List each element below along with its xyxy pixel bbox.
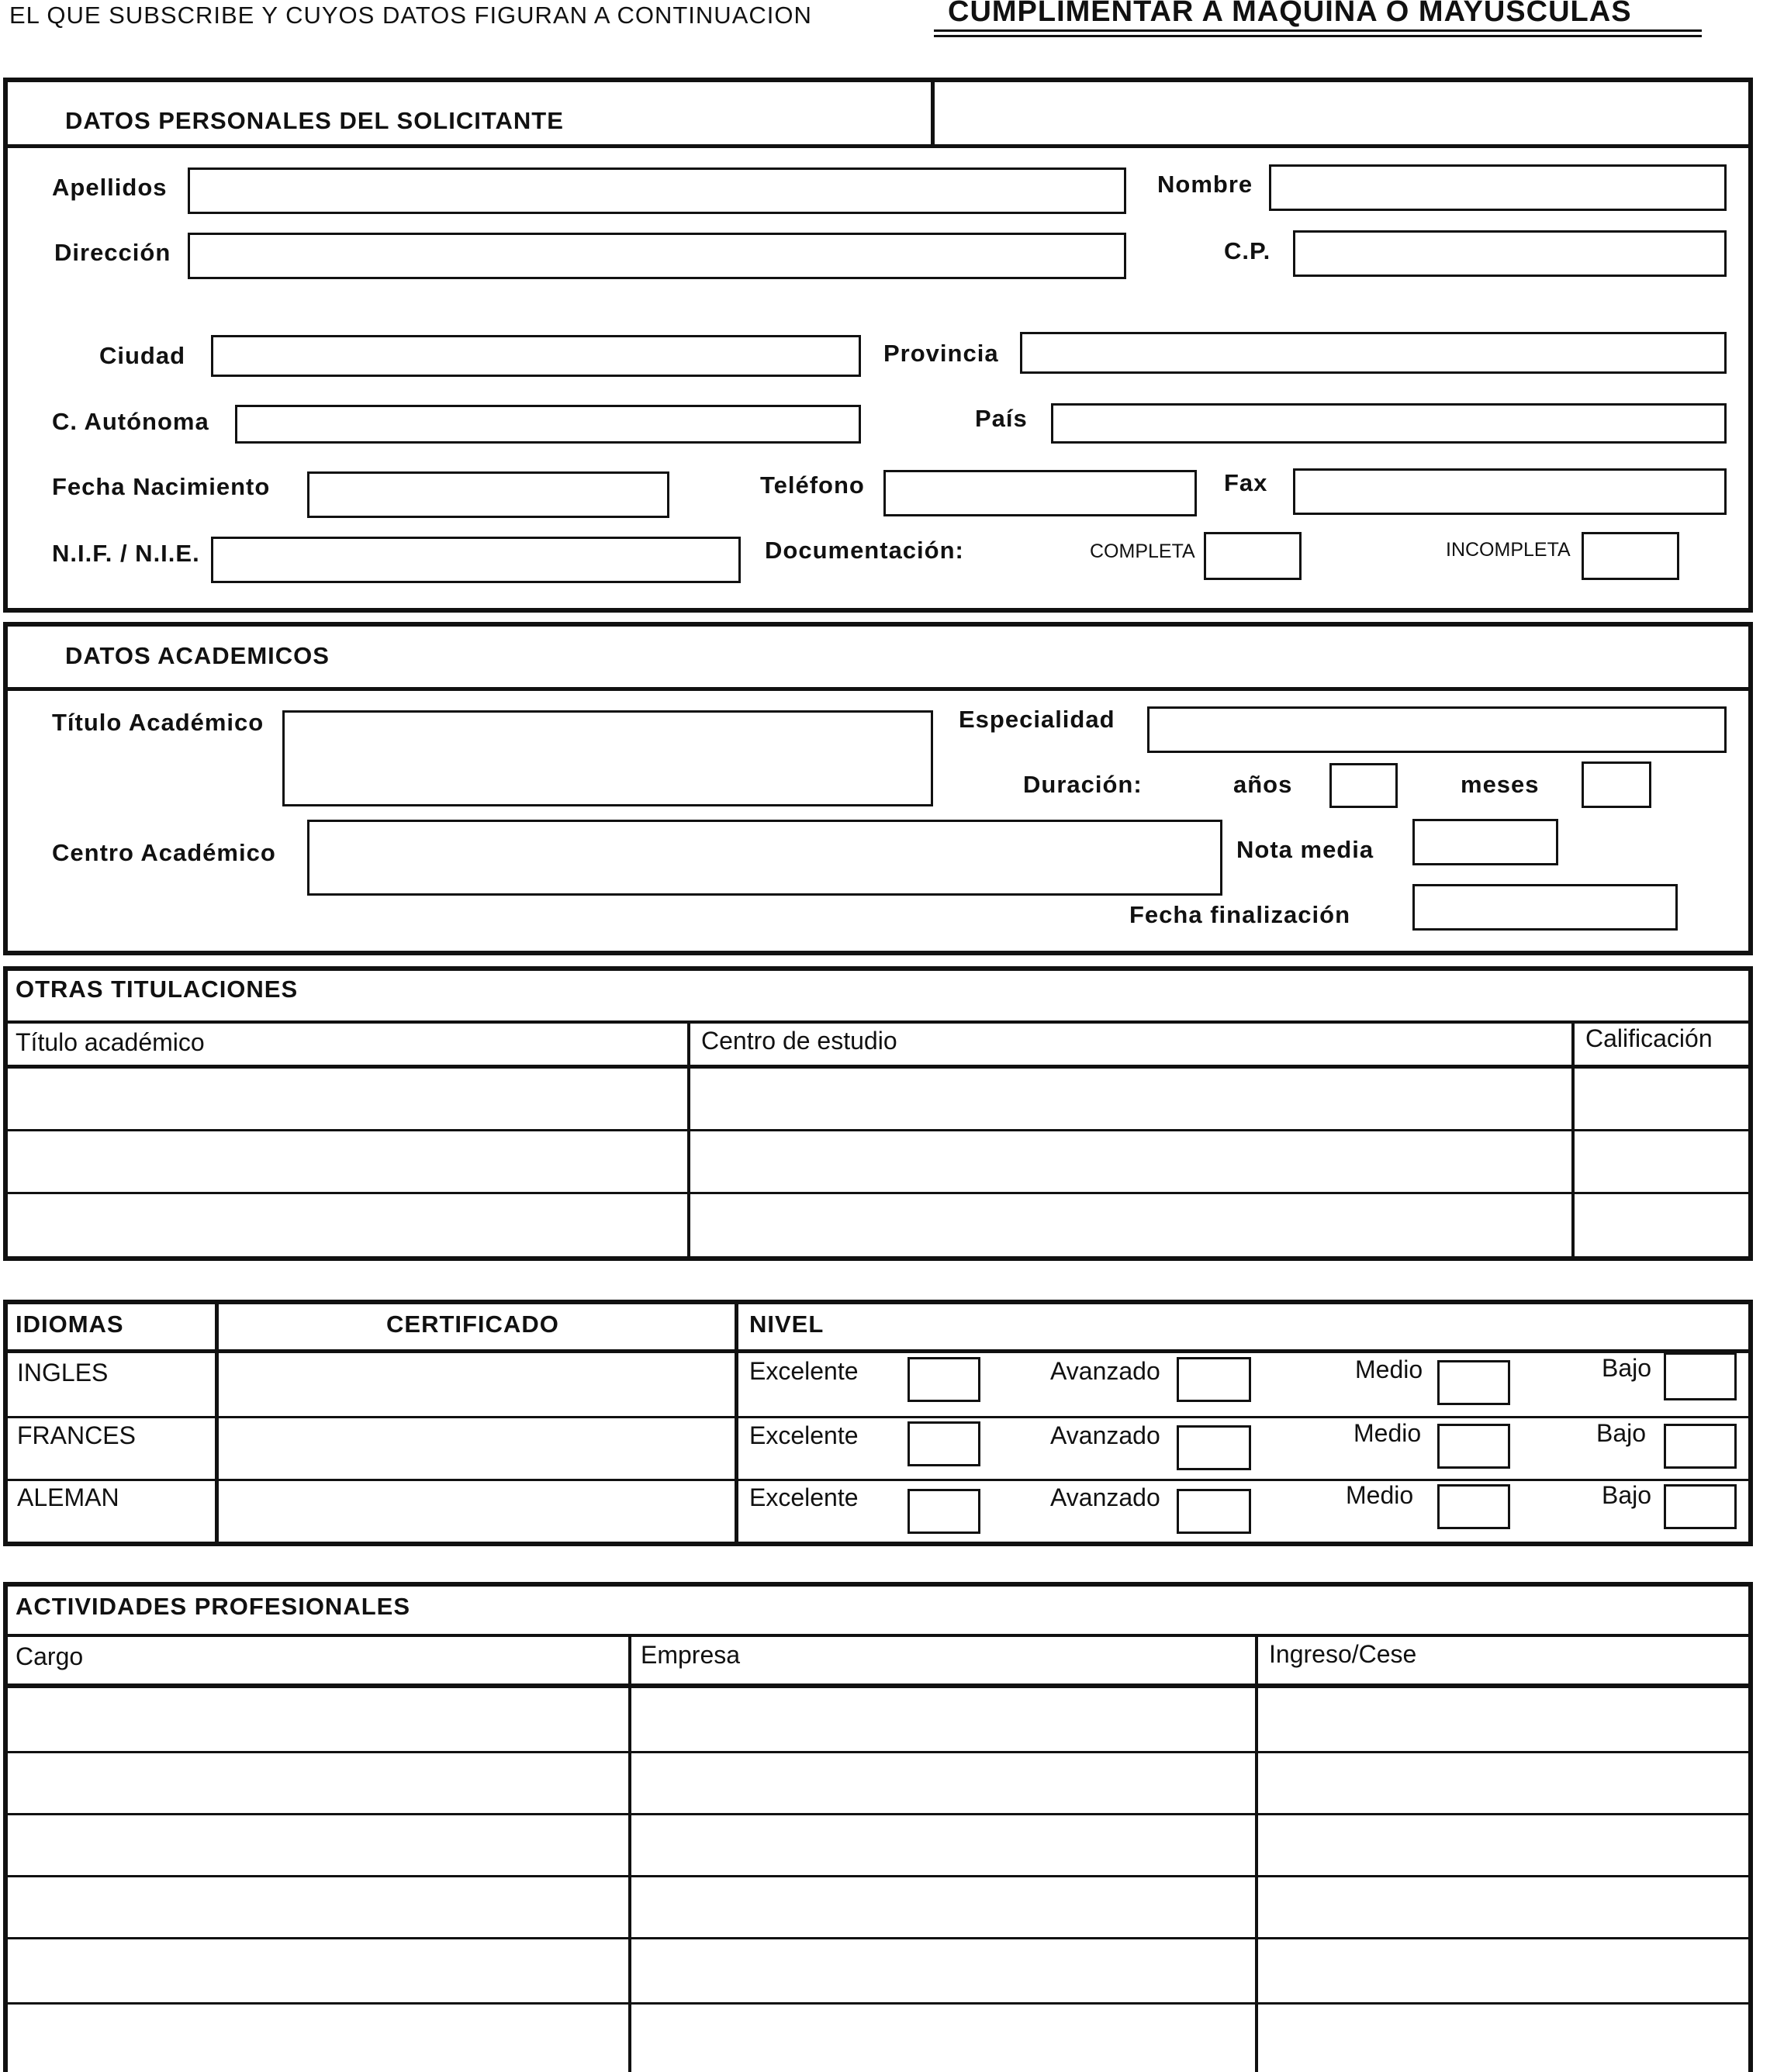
otras-col-divider-2	[1571, 1022, 1575, 1259]
personal-header-split	[931, 79, 935, 146]
actividades-row-4-empresa[interactable]	[633, 1877, 1253, 1937]
nota-field[interactable]	[1412, 819, 1558, 865]
ingles-excelente-checkbox[interactable]	[908, 1357, 980, 1402]
actividades-row-2-cargo[interactable]	[8, 1753, 627, 1813]
actividades-title-divider	[5, 1634, 1751, 1637]
fecha-fin-field[interactable]	[1412, 884, 1678, 931]
actividades-row-5-empresa[interactable]	[633, 1939, 1253, 2002]
otras-title: OTRAS TITULACIONES	[16, 976, 299, 1003]
frances-bajo-label: Bajo	[1596, 1419, 1647, 1447]
idiomas-row-divider-1	[5, 1416, 1751, 1418]
direccion-field[interactable]	[188, 233, 1126, 279]
actividades-row-6-cargo[interactable]	[8, 2005, 627, 2072]
otras-col-centro: Centro de estudio	[701, 1027, 897, 1055]
frances-excelente-checkbox[interactable]	[908, 1421, 980, 1466]
otras-row-3-titulo[interactable]	[8, 1194, 686, 1256]
frances-avanzado-checkbox[interactable]	[1177, 1425, 1251, 1470]
autonoma-label: C. Autónoma	[52, 408, 209, 435]
nombre-label: Nombre	[1157, 171, 1253, 198]
otras-row-1-titulo[interactable]	[8, 1069, 686, 1129]
idiomas-col-nivel: NIVEL	[749, 1311, 825, 1338]
fecha-nacimiento-field[interactable]	[307, 471, 669, 518]
actividades-row-2-ingreso[interactable]	[1260, 1753, 1748, 1813]
aleman-medio-checkbox[interactable]	[1437, 1484, 1510, 1529]
aleman-excelente-label: Excelente	[749, 1483, 859, 1511]
frances-excelente-label: Excelente	[749, 1421, 859, 1449]
nota-label: Nota media	[1236, 836, 1374, 863]
nombre-field[interactable]	[1269, 164, 1727, 211]
centro-field[interactable]	[307, 820, 1222, 896]
especialidad-field[interactable]	[1147, 706, 1727, 753]
frances-medio-label: Medio	[1353, 1419, 1422, 1447]
idiomas-header-divider	[5, 1349, 1751, 1353]
actividades-row-2-empresa[interactable]	[633, 1753, 1253, 1813]
otras-title-divider	[5, 1020, 1751, 1024]
frances-medio-checkbox[interactable]	[1437, 1424, 1510, 1469]
actividades-col-divider-2	[1255, 1635, 1258, 2072]
incompleta-checkbox[interactable]	[1582, 532, 1679, 580]
language-ingles: INGLES	[17, 1359, 109, 1387]
titulo-label: Título Académico	[52, 709, 264, 736]
otras-row-2-centro[interactable]	[692, 1131, 1570, 1192]
otras-col-calificacion: Calificación	[1585, 1024, 1713, 1052]
completa-checkbox[interactable]	[1204, 532, 1302, 580]
actividades-row-5-ingreso[interactable]	[1260, 1939, 1748, 2002]
otras-row-1-centro[interactable]	[692, 1069, 1570, 1129]
meses-field[interactable]	[1582, 761, 1651, 808]
aleman-excelente-checkbox[interactable]	[908, 1489, 980, 1534]
telefono-label: Teléfono	[760, 471, 865, 499]
academic-header-divider	[5, 687, 1751, 691]
actividades-col-divider-1	[628, 1635, 631, 2072]
certificado-ingles-field[interactable]	[220, 1354, 732, 1416]
fax-field[interactable]	[1293, 468, 1727, 515]
nif-field[interactable]	[211, 537, 741, 583]
direccion-label: Dirección	[54, 239, 171, 266]
ingles-medio-checkbox[interactable]	[1437, 1360, 1510, 1405]
instruction-underline-1	[934, 29, 1702, 32]
certificado-frances-field[interactable]	[220, 1419, 732, 1479]
cp-field[interactable]	[1293, 230, 1727, 277]
actividades-row-3-ingreso[interactable]	[1260, 1815, 1748, 1875]
nif-label: N.I.F. / N.I.E.	[52, 540, 200, 567]
actividades-row-6-ingreso[interactable]	[1260, 2005, 1748, 2072]
aleman-avanzado-label: Avanzado	[1050, 1483, 1160, 1511]
ingles-avanzado-checkbox[interactable]	[1177, 1357, 1251, 1402]
anos-label: años	[1233, 771, 1293, 798]
academic-title: DATOS ACADEMICOS	[65, 642, 330, 669]
provincia-label: Provincia	[883, 340, 999, 367]
especialidad-label: Especialidad	[959, 706, 1115, 733]
fecha-fin-label: Fecha finalización	[1129, 901, 1351, 928]
actividades-title: ACTIVIDADES PROFESIONALES	[16, 1593, 410, 1620]
otras-col-titulo: Título académico	[16, 1028, 205, 1056]
ciudad-field[interactable]	[211, 335, 861, 377]
ingles-bajo-label: Bajo	[1602, 1354, 1652, 1382]
ingles-bajo-checkbox[interactable]	[1664, 1352, 1737, 1400]
instruction-underline-2	[934, 35, 1702, 37]
otras-row-2-calificacion[interactable]	[1576, 1131, 1748, 1192]
personal-title: DATOS PERSONALES DEL SOLICITANTE	[65, 107, 564, 134]
ciudad-label: Ciudad	[99, 342, 186, 369]
actividades-row-5-cargo[interactable]	[8, 1939, 627, 2002]
otras-row-3-centro[interactable]	[692, 1194, 1570, 1256]
fill-instruction: CUMPLIMENTAR A MAQUINA O MAYUSCULAS	[948, 0, 1632, 28]
ingles-excelente-label: Excelente	[749, 1357, 859, 1385]
titulo-field[interactable]	[282, 710, 933, 806]
pais-label: País	[975, 405, 1028, 432]
otras-col-divider-1	[687, 1022, 690, 1259]
actividades-col-empresa: Empresa	[641, 1641, 741, 1669]
idiomas-col-divider-2	[735, 1301, 738, 1545]
actividades-row-6-empresa[interactable]	[633, 2005, 1253, 2072]
actividades-row-1-ingreso[interactable]	[1260, 1688, 1748, 1751]
language-aleman: ALEMAN	[17, 1483, 119, 1511]
ingles-avanzado-label: Avanzado	[1050, 1357, 1160, 1385]
actividades-row-3-empresa[interactable]	[633, 1815, 1253, 1875]
cp-label: C.P.	[1224, 237, 1271, 264]
aleman-medio-label: Medio	[1346, 1481, 1414, 1509]
documentacion-label: Documentación:	[765, 537, 964, 564]
ingles-medio-label: Medio	[1355, 1355, 1423, 1383]
certificado-aleman-field[interactable]	[220, 1481, 732, 1542]
apellidos-field[interactable]	[188, 167, 1126, 214]
fax-label: Fax	[1224, 469, 1268, 496]
frances-avanzado-label: Avanzado	[1050, 1421, 1160, 1449]
incompleta-label: INCOMPLETA	[1446, 539, 1571, 561]
actividades-col-ingreso: Ingreso/Cese	[1269, 1640, 1417, 1668]
completa-label: COMPLETA	[1090, 540, 1195, 562]
actividades-row-3-cargo[interactable]	[8, 1815, 627, 1875]
idiomas-col-certificado: CERTIFICADO	[386, 1311, 559, 1338]
autonoma-field[interactable]	[235, 405, 861, 444]
actividades-row-1-empresa[interactable]	[633, 1688, 1253, 1751]
actividades-row-1-cargo[interactable]	[8, 1688, 627, 1751]
aleman-bajo-label: Bajo	[1602, 1481, 1652, 1509]
language-frances: FRANCES	[17, 1421, 136, 1449]
otras-row-2-titulo[interactable]	[8, 1131, 686, 1192]
idiomas-col-divider-1	[215, 1301, 219, 1545]
duracion-label: Duración:	[1023, 771, 1143, 798]
aleman-avanzado-checkbox[interactable]	[1177, 1489, 1251, 1534]
actividades-row-4-cargo[interactable]	[8, 1877, 627, 1937]
telefono-field[interactable]	[883, 470, 1197, 516]
otras-row-3-calificacion[interactable]	[1576, 1194, 1748, 1256]
pais-field[interactable]	[1051, 403, 1727, 444]
actividades-row-4-ingreso[interactable]	[1260, 1877, 1748, 1937]
frances-bajo-checkbox[interactable]	[1664, 1424, 1737, 1469]
aleman-bajo-checkbox[interactable]	[1664, 1484, 1737, 1529]
idiomas-col-idiomas: IDIOMAS	[16, 1311, 124, 1338]
apellidos-label: Apellidos	[52, 174, 168, 201]
intro-text: EL QUE SUBSCRIBE Y CUYOS DATOS FIGURAN A CONTINUACION	[9, 2, 812, 29]
otras-row-1-calificacion[interactable]	[1576, 1069, 1748, 1129]
centro-label: Centro Académico	[52, 839, 276, 866]
provincia-field[interactable]	[1020, 332, 1727, 374]
actividades-col-cargo: Cargo	[16, 1642, 84, 1670]
fecha-nacimiento-label: Fecha Nacimiento	[52, 473, 271, 500]
personal-header-divider	[5, 144, 1751, 148]
anos-field[interactable]	[1329, 763, 1398, 808]
meses-label: meses	[1461, 771, 1540, 798]
